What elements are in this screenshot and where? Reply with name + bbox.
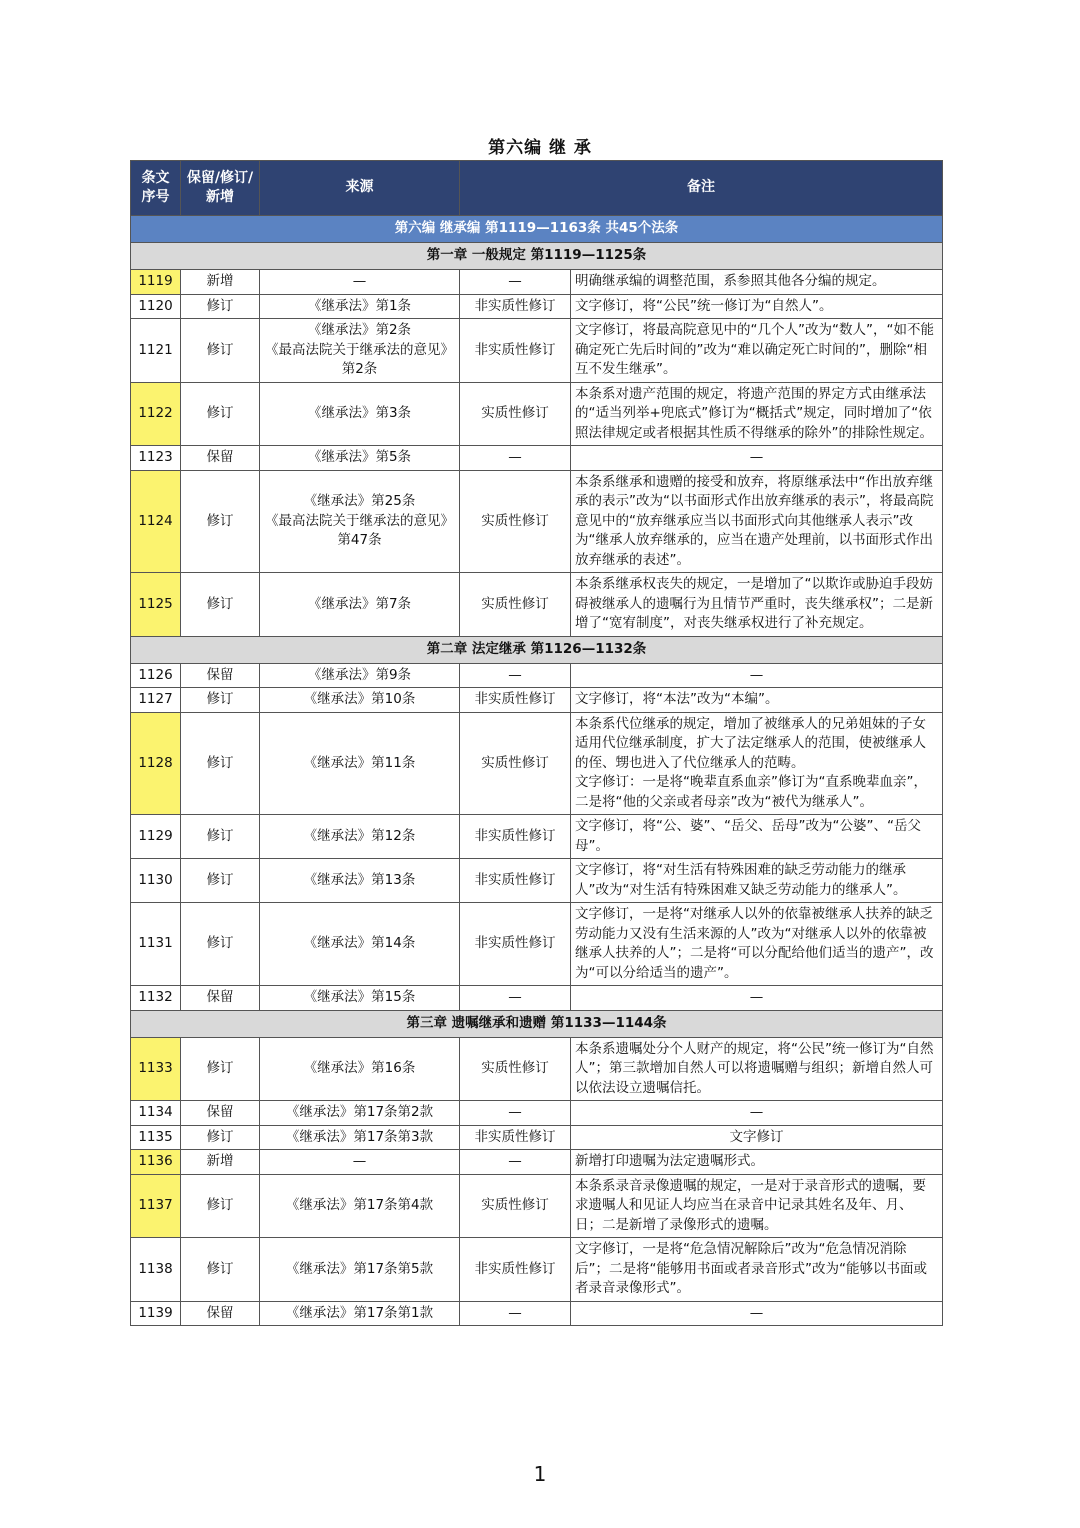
revision-type-cell: —: [460, 270, 571, 295]
revision-type-cell: —: [460, 1301, 571, 1326]
note-cell: 本条系代位继承的规定，增加了被继承人的兄弟姐妹的子女适用代位继承制度，扩大了法定继承人的范围，使被继承人的侄、甥也进入了代位继承人的范畴。 文字修订：一是将“晚辈直系血亲”修订为“直系晚辈血亲”，二是将“他的父亲或者母亲”改为“被代为继承人”。: [571, 712, 943, 815]
article-number-cell: 1137: [131, 1174, 181, 1238]
note-cell: 明确继承编的调整范围，系参照其他各分编的规定。: [571, 270, 943, 295]
revision-type-cell: 非实质性修订: [460, 815, 571, 859]
note-cell: 文字修订，一是将“对继承人以外的依靠被继承人扶养的缺乏劳动能力又没有生活来源的人”改为“对继承人以外的依靠被继承人扶养的人”；二是将“可以分配给他们适当的遗产”，改为“可以分给适当的遗产”。: [571, 903, 943, 986]
revision-type-cell: —: [460, 986, 571, 1011]
revision-type-cell: 实质性修订: [460, 1174, 571, 1238]
article-number-cell: 1122: [131, 382, 181, 446]
status-cell: 修订: [181, 1037, 260, 1101]
revision-type-cell: —: [460, 1101, 571, 1126]
status-cell: 修订: [181, 573, 260, 637]
table-row: [131, 1301, 943, 1326]
article-number-cell: 1129: [131, 815, 181, 859]
article-number-cell: 1131: [131, 903, 181, 986]
article-number-cell: 1123: [131, 446, 181, 471]
source-cell: 《继承法》第13条: [260, 859, 460, 903]
status-cell: 修订: [181, 319, 260, 383]
table-row: [131, 663, 943, 688]
header-notes: 备注: [460, 161, 943, 216]
source-cell: 《继承法》第12条: [260, 815, 460, 859]
table-row: [131, 688, 943, 713]
status-cell: 修订: [181, 382, 260, 446]
table-row: [131, 1174, 943, 1238]
inheritance-table: [130, 160, 943, 1326]
source-cell: 《继承法》第17条第2款: [260, 1101, 460, 1126]
revision-type-cell: 实质性修订: [460, 1037, 571, 1101]
article-number-cell: 1120: [131, 294, 181, 319]
table-row: [131, 712, 943, 815]
source-cell: 《继承法》第17条第1款: [260, 1301, 460, 1326]
table-row: [131, 859, 943, 903]
table-row: [131, 1125, 943, 1150]
source-cell: 《继承法》第17条第5款: [260, 1238, 460, 1302]
status-cell: 修订: [181, 294, 260, 319]
status-cell: 保留: [181, 1301, 260, 1326]
table-row: [131, 470, 943, 573]
source-cell: 《继承法》第17条第3款: [260, 1125, 460, 1150]
note-cell: 新增打印遗嘱为法定遗嘱形式。: [571, 1150, 943, 1175]
source-cell: 《继承法》第3条: [260, 382, 460, 446]
status-cell: 新增: [181, 270, 260, 295]
article-number-cell: 1119: [131, 270, 181, 295]
note-cell: 文字修订: [571, 1125, 943, 1150]
revision-type-cell: —: [460, 446, 571, 471]
revision-type-cell: 非实质性修订: [460, 1125, 571, 1150]
status-cell: 保留: [181, 1101, 260, 1126]
status-cell: 修订: [181, 903, 260, 986]
note-cell: 本条系对遗产范围的规定，将遗产范围的界定方式由继承法的“适当列举+兜底式”修订为“概括式”规定，同时增加了“依照法律规定或者根据其性质不得继承的除外”的排除性规定。: [571, 382, 943, 446]
note-cell: —: [571, 986, 943, 1011]
article-number-cell: 1126: [131, 663, 181, 688]
note-cell: 文字修订，将“对生活有特殊困难的缺乏劳动能力的继承人”改为“对生活有特殊困难又缺乏劳动能力的继承人”。: [571, 859, 943, 903]
status-cell: 修订: [181, 859, 260, 903]
header-status: 保留/修订/ 新增: [181, 161, 260, 216]
source-cell: 《继承法》第5条: [260, 446, 460, 471]
revision-type-cell: 实质性修订: [460, 573, 571, 637]
page-title: 第六编 继 承: [488, 138, 592, 158]
note-cell: 本条系继承和遗赠的接受和放弃，将原继承法中“作出放弃继承的表示”改为“以书面形式作出放弃继承的表示”，将最高院意见中的“放弃继承应当以书面形式向其他继承人表示”改为“继承人放弃继承的，应当在遗产处理前，以书面形式作出放弃继承的表述”。: [571, 470, 943, 573]
note-cell: 文字修订，将“本法”改为“本编”。: [571, 688, 943, 713]
article-number-cell: 1135: [131, 1125, 181, 1150]
table-row: [131, 319, 943, 383]
source-cell: 《继承法》第25条 《最高法院关于继承法的意见》第47条: [260, 470, 460, 573]
table-row: [131, 270, 943, 295]
article-number-cell: 1128: [131, 712, 181, 815]
source-cell: 《继承法》第15条: [260, 986, 460, 1011]
revision-type-cell: 非实质性修订: [460, 688, 571, 713]
table-row: [131, 1150, 943, 1175]
status-cell: 保留: [181, 446, 260, 471]
article-number-cell: 1121: [131, 319, 181, 383]
source-cell: 《继承法》第17条第4款: [260, 1174, 460, 1238]
page-number: 1: [533, 1462, 547, 1486]
article-number-cell: 1127: [131, 688, 181, 713]
source-cell: —: [260, 1150, 460, 1175]
part-heading: 第六编 继承编 第1119—1163条 共45个法条: [131, 216, 943, 243]
status-cell: 修订: [181, 712, 260, 815]
note-cell: 文字修订，将“公民”统一修订为“自然人”。: [571, 294, 943, 319]
revision-type-cell: 实质性修订: [460, 382, 571, 446]
note-cell: 本条系录音录像遗嘱的规定，一是对于录音形式的遗嘱，要求遗嘱人和见证人均应当在录音中记录其姓名及年、月、日；二是新增了录像形式的遗嘱。: [571, 1174, 943, 1238]
part-heading-row: [131, 216, 943, 243]
note-cell: 文字修订，一是将“危急情况解除后”改为“危急情况消除后”；二是将“能够用书面或者录音形式”改为“能够以书面或者录音录像形式”。: [571, 1238, 943, 1302]
note-cell: 文字修订，将“公、婆”、“岳父、岳母”改为“公婆”、“岳父母”。: [571, 815, 943, 859]
revision-type-cell: —: [460, 663, 571, 688]
source-cell: 《继承法》第16条: [260, 1037, 460, 1101]
article-number-cell: 1133: [131, 1037, 181, 1101]
status-cell: 保留: [181, 986, 260, 1011]
article-number-cell: 1139: [131, 1301, 181, 1326]
table-row: [131, 1037, 943, 1101]
source-cell: 《继承法》第1条: [260, 294, 460, 319]
revision-type-cell: 非实质性修订: [460, 859, 571, 903]
article-number-cell: 1134: [131, 1101, 181, 1126]
table-row: [131, 382, 943, 446]
revision-type-cell: 实质性修订: [460, 712, 571, 815]
header-source: 来源: [260, 161, 460, 216]
status-cell: 新增: [181, 1150, 260, 1175]
status-cell: 保留: [181, 663, 260, 688]
source-cell: —: [260, 270, 460, 295]
note-cell: —: [571, 1101, 943, 1126]
table-row: [131, 446, 943, 471]
chapter-row: [131, 1010, 943, 1037]
revision-type-cell: —: [460, 1150, 571, 1175]
status-cell: 修订: [181, 1125, 260, 1150]
status-cell: 修订: [181, 1238, 260, 1302]
article-number-cell: 1130: [131, 859, 181, 903]
article-number-cell: 1124: [131, 470, 181, 573]
chapter-heading: 第一章 一般规定 第1119—1125条: [131, 243, 943, 270]
source-cell: 《继承法》第7条: [260, 573, 460, 637]
chapter-row: [131, 243, 943, 270]
revision-type-cell: 实质性修订: [460, 470, 571, 573]
source-cell: 《继承法》第10条: [260, 688, 460, 713]
status-cell: 修订: [181, 815, 260, 859]
chapter-heading: 第三章 遗嘱继承和遗赠 第1133—1144条: [131, 1010, 943, 1037]
table-header: [131, 161, 943, 216]
table-row: [131, 903, 943, 986]
source-cell: 《继承法》第9条: [260, 663, 460, 688]
revision-type-cell: 非实质性修订: [460, 903, 571, 986]
header-article-no: 条文 序号: [131, 161, 181, 216]
article-number-cell: 1125: [131, 573, 181, 637]
source-cell: 《继承法》第11条: [260, 712, 460, 815]
source-cell: 《继承法》第14条: [260, 903, 460, 986]
status-cell: 修订: [181, 688, 260, 713]
status-cell: 修订: [181, 470, 260, 573]
table-body: [131, 216, 943, 1326]
note-cell: —: [571, 663, 943, 688]
revision-type-cell: 非实质性修订: [460, 294, 571, 319]
note-cell: 文字修订，将最高院意见中的“几个人”改为“数人”，“如不能确定死亡先后时间的”改为“难以确定死亡时间的”，删除“相互不发生继承”。: [571, 319, 943, 383]
article-number-cell: 1136: [131, 1150, 181, 1175]
note-cell: —: [571, 1301, 943, 1326]
note-cell: —: [571, 446, 943, 471]
source-cell: 《继承法》第2条 《最高法院关于继承法的意见》第2条: [260, 319, 460, 383]
revision-type-cell: 非实质性修订: [460, 1238, 571, 1302]
status-cell: 修订: [181, 1174, 260, 1238]
note-cell: 本条系遗嘱处分个人财产的规定，将“公民”统一修订为“自然人”；第三款增加自然人可以将遗嘱赠与组织；新增自然人可以依法设立遗嘱信托。: [571, 1037, 943, 1101]
table-row: [131, 573, 943, 637]
table-row: [131, 1101, 943, 1126]
note-cell: 本条系继承权丧失的规定，一是增加了“以欺诈或胁迫手段妨碍被继承人的遗嘱行为且情节严重时，丧失继承权”；二是新增了“宽宥制度”，对丧失继承权进行了补充规定。: [571, 573, 943, 637]
chapter-row: [131, 636, 943, 663]
table-row: [131, 986, 943, 1011]
article-number-cell: 1138: [131, 1238, 181, 1302]
chapter-heading: 第二章 法定继承 第1126—1132条: [131, 636, 943, 663]
table-row: [131, 815, 943, 859]
article-number-cell: 1132: [131, 986, 181, 1011]
table-row: [131, 294, 943, 319]
table-row: [131, 1238, 943, 1302]
revision-type-cell: 非实质性修订: [460, 319, 571, 383]
